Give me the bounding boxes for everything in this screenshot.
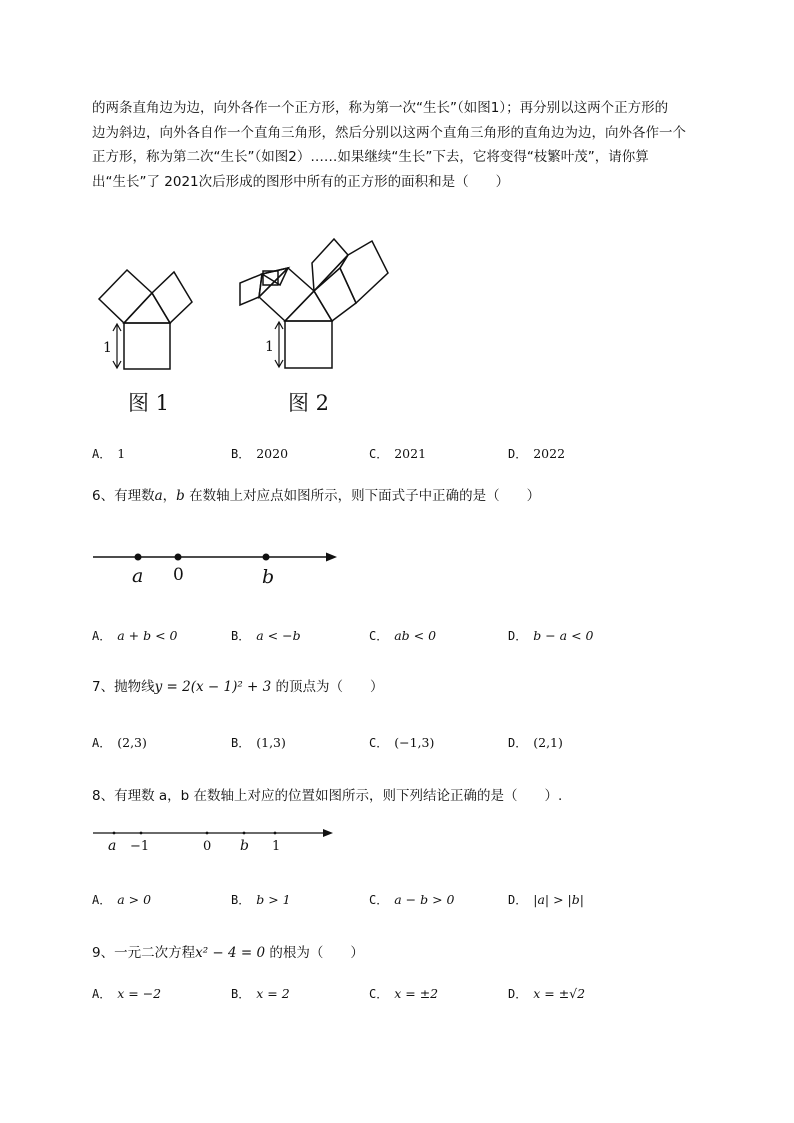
q9-option-d[interactable]: D． x = ±√2 [508,986,586,1001]
figure-2-base-square [285,321,332,368]
question-6-stem: 6、有理数a，b 在数轴上对应点如图所示，则下面式子中正确的是（ ） [92,488,541,504]
figure-1 [99,270,192,369]
q8-axis-arrowhead [323,829,333,837]
q6-label-a: a [132,565,144,587]
q8-label-zero: 0 [203,839,212,854]
question-7-stem: 7、抛物线y = 2(x − 1)² + 3 的顶点为（ ） [92,679,384,695]
q6-point-a [135,554,142,561]
q6-point-b [263,554,270,561]
q7-option-b[interactable]: B． (1,3) [231,735,286,750]
q8-point-minus-one [140,832,143,835]
q8-option-a[interactable]: A． a > 0 [92,892,152,907]
q9-option-b[interactable]: B． x = 2 [231,986,290,1001]
figure-2 [240,239,388,368]
q8-label-a: a [108,838,117,854]
question-9-stem: 9、一元二次方程x² − 4 = 0 的根为（ ） [92,945,364,961]
q7-option-a[interactable]: A． (2,3) [92,735,147,750]
q6-label-zero: 0 [173,565,184,585]
q7-option-c[interactable]: C． (−1,3) [369,735,435,750]
figure-1-caption: 图 1 [128,391,170,415]
figure-1-left-square [99,270,152,323]
figure-1-base-square [124,323,170,369]
q8-option-d[interactable]: D． |a| > |b| [508,892,584,907]
q8-label-minus-one: −1 [130,839,150,854]
q6-option-c[interactable]: C． ab < 0 [369,628,437,643]
q6-axis-arrowhead [326,553,337,562]
q8-point-zero [206,832,209,835]
question-8-stem: 8、有理数 a，b 在数轴上对应的位置如图所示，则下列结论正确的是（ ）. [92,788,563,804]
growth-figures [0,225,420,425]
q7-option-d[interactable]: D． (2,1) [508,735,563,750]
q8-option-c[interactable]: C． a − b > 0 [369,892,455,907]
question-5-line-4: 出“生长”了 2021次后形成的图形中所有的正方形的面积和是（ ） [92,173,510,190]
question-5-options [92,445,712,467]
q9-option-a[interactable]: A． x = −2 [92,986,162,1001]
q8-label-one: 1 [272,839,281,854]
question-5-line-3: 正方形，称为第二次“生长”（如图2）……如果继续“生长”下去，它将变得“枝繁叶茂”，请你算 [92,149,649,165]
question-5-text [92,96,712,194]
question-8-number-line [85,822,345,858]
q6-label-b: b [262,566,275,588]
q8-point-b [243,832,246,835]
q6-option-d[interactable]: D． b − a < 0 [508,628,594,643]
figure-2-right-upper-square [340,241,388,303]
q8-option-b[interactable]: B． b > 1 [231,892,291,907]
q6-option-a[interactable]: A． a + b < 0 [92,628,178,643]
figure-2-triangle-1 [285,291,332,321]
figure-2-right-square [314,268,356,321]
q5-option-b[interactable]: B． 2020 [231,446,289,461]
q6-option-b[interactable]: B． a < −b [231,628,301,643]
q8-point-one [274,832,277,835]
question-5-line-1: 的两条直角边为边，向外各作一个正方形，称为第一次“生长”（如图1）；再分别以这两个正方形的 [92,100,669,116]
question-7-options [92,734,712,756]
q8-point-a [113,832,116,835]
q5-option-a[interactable]: A． 1 [92,446,126,461]
q6-point-zero [175,554,182,561]
question-9-options [92,985,712,1007]
question-6-options [92,627,712,649]
figure-2-left-small-square-1 [240,274,262,305]
q5-option-c[interactable]: C． 2021 [369,446,427,461]
question-5-line-2: 边为斜边，向外各自作一个直角三角形，然后分别以这两个直角三角形的直角边为边，向外各作一个 [92,124,686,141]
q8-label-b: b [240,838,249,854]
figure-1-side-label: 1 [103,340,112,356]
q5-option-d[interactable]: D． 2022 [508,446,566,461]
q9-option-c[interactable]: C． x = ±2 [369,986,439,1001]
figure-1-right-square [152,272,192,323]
figure-2-side-label: 1 [265,339,274,355]
figure-2-caption: 图 2 [288,391,330,415]
question-8-options [92,891,712,913]
figure-2-left-square [259,268,314,321]
question-6-number-line [85,540,345,590]
